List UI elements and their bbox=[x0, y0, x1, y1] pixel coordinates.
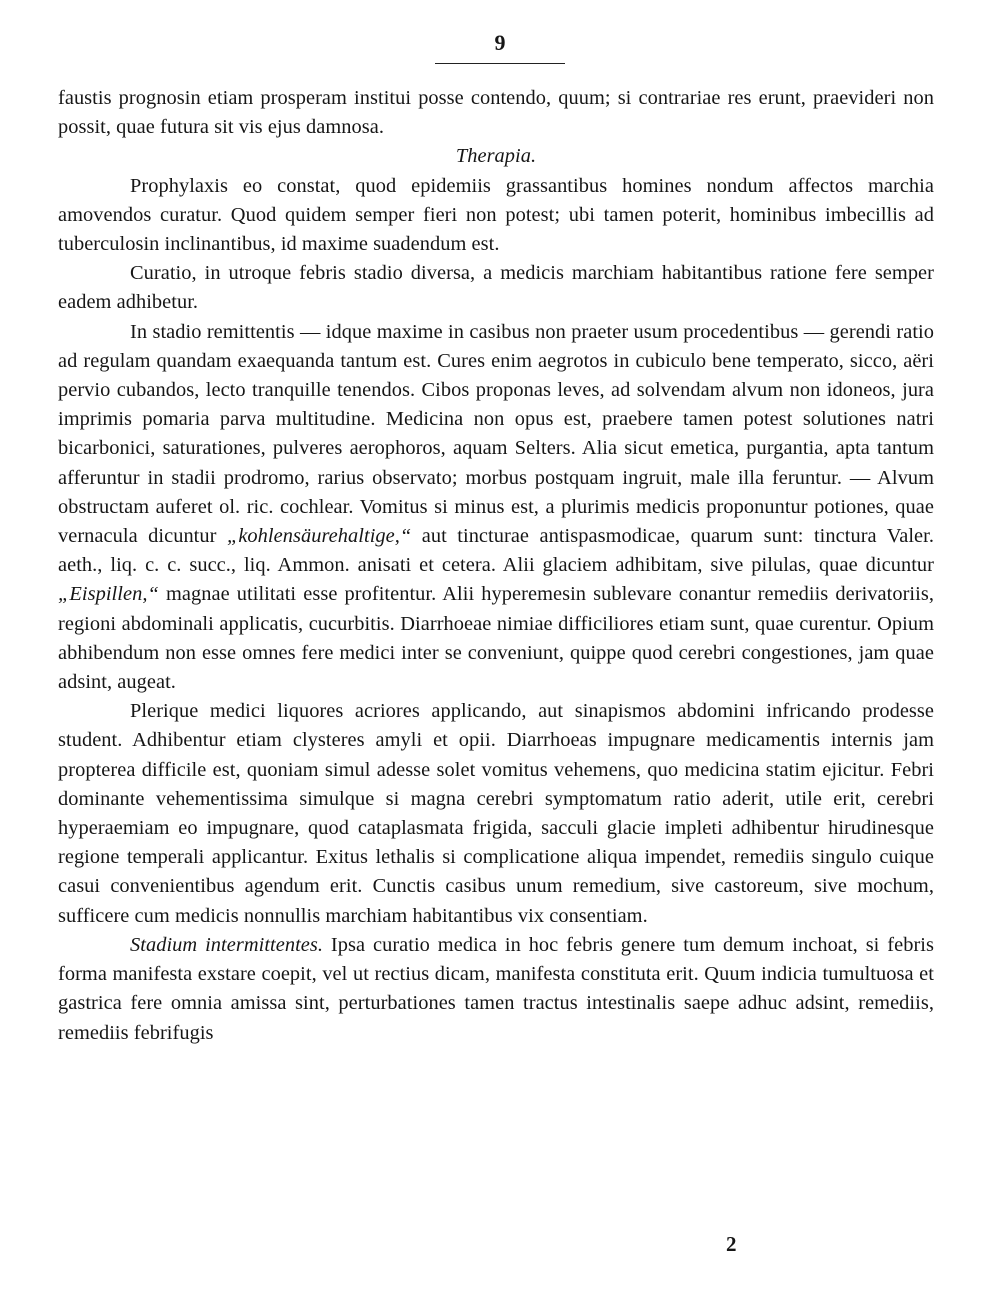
page-header bbox=[0, 30, 1000, 70]
paragraph-text: magnae utilitati esse profitentur. Alii hyperemesin sublevare conantur remediis derivatoriis, regioni abdominali applicatis, cucurbitis. Diarrhoeae nimiae difficiliores etiam sunt, quae curentur. Opium abhibendum non esse omnes fere medici inter se conveniunt, quippe quod cerebri congestiones, jam quae adsint, augeat. bbox=[58, 583, 934, 694]
signature-mark: 2 bbox=[726, 1232, 737, 1256]
paragraph-curatio: Curatio, in utroque febris stadio diversa, a medicis marchiam habitantibus ratione fere semper eadem adhibetur. bbox=[58, 262, 934, 314]
paragraph-stadio-remittentis bbox=[58, 318, 934, 698]
paragraph-stadium-intermittentes bbox=[58, 931, 934, 1048]
italic-subheading: Stadium intermittentes. bbox=[130, 933, 324, 956]
paragraph-continuation: faustis prognosin etiam prosperam institui posse contendo, quum; si contrariae res erunt, praevideri non possit, quae futura sit vis ejus damnosa. bbox=[58, 87, 934, 139]
paragraph-prophylaxis: Prophylaxis eo constat, quod epidemiis grassantibus homines nondum affectos marchia amovendos curatur. Quod quidem semper fieri non potest; ubi tamen poterit, hominibus imbecillis ad tuberculosin inclinantibus, id maxime suadendum est. bbox=[58, 174, 934, 256]
paragraph-text: Ipsa curatio medica in hoc febris genere tum demum inchoat, si febris forma manifesta exstare coepit, vel ut rectius dicam, manifesta constituta erit. Quum indicia tumultuosa et gastrica fere omnia amissa sint, perturbationes tamen tractus intestinalis saepe adhuc adsint, remediis, remediis febrifugis bbox=[58, 933, 934, 1044]
section-heading-therapia: Therapia. bbox=[455, 145, 537, 168]
italic-term-kohlensaeurehaltige: „kohlensäurehaltige,“ bbox=[226, 525, 412, 548]
italic-term-eispillen: „Eispillen,“ bbox=[58, 583, 159, 606]
paragraph-text: aut tincturae antispasmodicae, quarum sunt: tinctura Valer. aeth., liq. c. c. succ., liq. Ammon. anisati et cetera. Alii glaciem adhibitam, sive pilulas, quae dicuntur bbox=[58, 525, 935, 577]
page-number: 9 bbox=[494, 30, 506, 55]
body-text bbox=[58, 84, 934, 1048]
paragraph-plerique: Plerique medici liquores acriores applicando, aut sinapismos abdomini infricando prodesse student. Adhibentur etiam clysteres amyli et opii. Diarrhoeas impugnare medicamentis internis jam propterea difficile est, quoniam simul adesse solet vomitus vehemens, quo medicina statim ejicitur. Febri dominante vehementissima simulque si magna cerebri symptomatum ratio aderit, utile erit, cerebri hyperaemiam eo impugnare, quod cataplasmata frigida, sacculi glacie impleti adhibentur hirudinesque regione temperali applicantur. Exitus lethalis si complicatione aliqua impendet, remediis singulo cuique casui convenientibus agendum erit. Cunctis casibus unum remedium, sive castoreum, sive mochum, sufficere cum medicis nonnullis marchiam habitantibus vix consentiam. bbox=[58, 700, 934, 927]
paragraph-text: In stadio remittentis — idque maxime in casibus non praeter usum procedentibus — gerendi ratio ad regulam quandam exaequanda tantum est. Cures enim aegrotos in cubiculo bene temperato, sicco, aëri pervio cubandos, lecto tranquille tenendos. Cibos proponas leves, ad solvendam alvum non idoneos, jura imprimis pomaria parva multitudine. Medicina non opus est, praebere tamen potest solutiones natri bicarbonici, saturationes, pulveres aerophoros, aquam Selters. Alia sicut emetica, purgantia, apta tantum afferuntur in stadii prodromo, rarius observato; morbus postquam ingruit, male illa feruntur. — Alvum obstructam auferet ol. ric. cochlear. Vomitus si minus est, a plurimis medicis proponuntur potiones, quae vernacula dicuntur bbox=[58, 320, 934, 548]
header-rule bbox=[435, 63, 565, 64]
